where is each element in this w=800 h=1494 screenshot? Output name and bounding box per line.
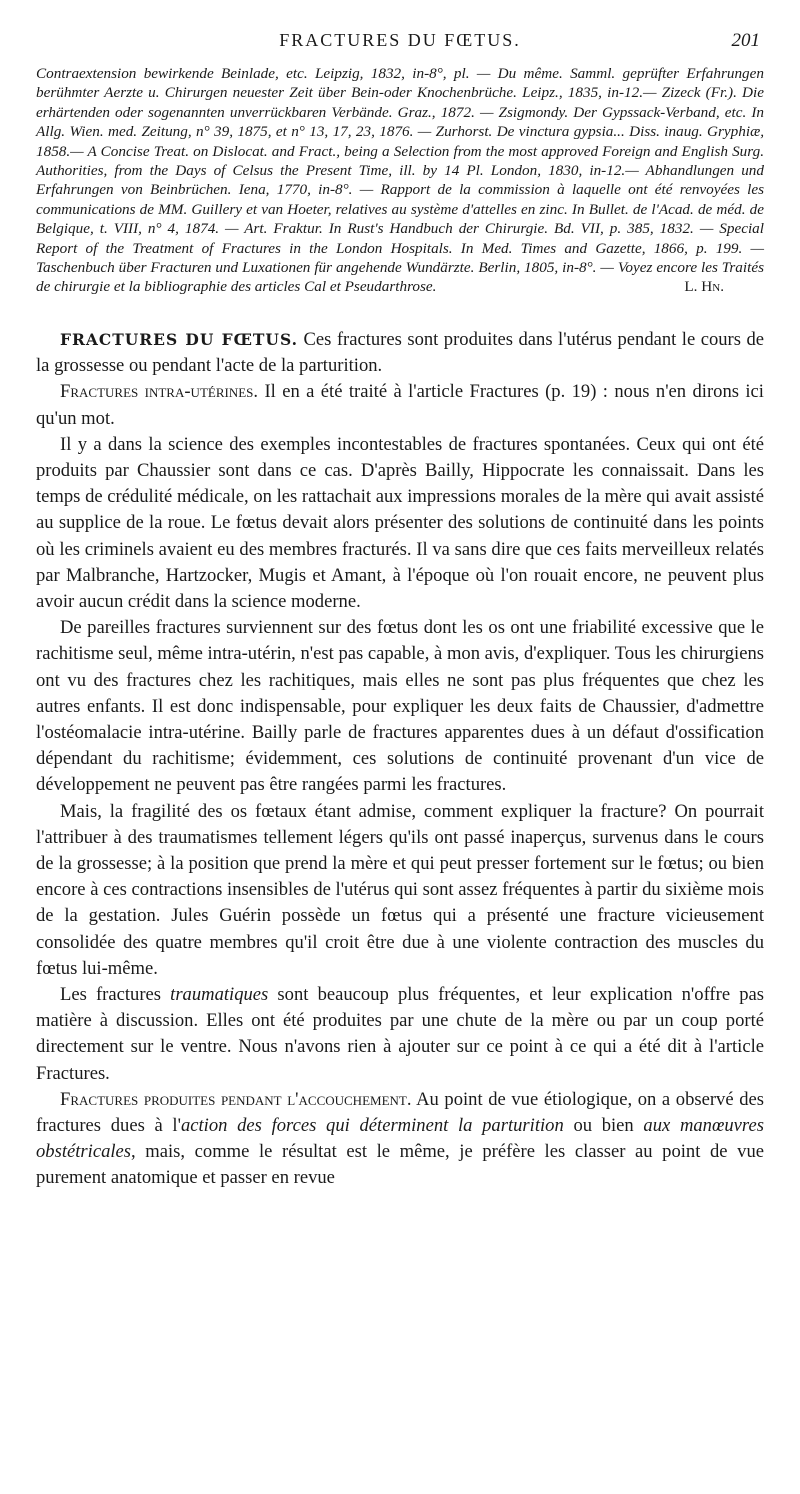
traumatic-emphasis: traumatiques: [170, 983, 269, 1005]
article-title: FRACTURES DU FŒTUS.: [60, 329, 298, 349]
paragraph-fragility: Mais, la fragilité des os fœtaux étant admise, comment expliquer la fracture? On pourrait l'attribuer à des traumatismes tellement légers qu'ils ont passé inaperçus, survenus dans le cours de la grossesse; à la position que prend la mère et qui peut presser fortement sur le fœtus; ou bien encore à ces contractions insensibles de l'utérus qui sont assez fréquentes à partir du sixième mois de la gestation. Jules Guérin possède un fœtus qui a présenté une fracture vicieusement consolidée des quatre membres qu'il croit être due à une violente contraction des muscles du fœtus lui-même.: [36, 800, 764, 979]
paragraph-traumatic: [36, 982, 764, 1087]
traumatic-text-c: sont beaucoup plus fréquentes, et leur explication n'offre pas matière à discussion. Elles ont été produites par une chute de la mère ou par un coup porté directement sur le ventre. Nous n'avons rien à ajouter sur ce point à ce qui a été dit à l'article Fractures.: [36, 983, 764, 1084]
traumatic-text-a: Les fractures: [60, 983, 171, 1005]
author-signature: L. Hn.: [684, 278, 724, 296]
paragraph-spontaneous: Il y a dans la science des exemples incontestables de fractures spontanées. Ceux qui ont été produits par Chaussier sont dans ce cas. D'après Bailly, Hippocrate les connaissait. Dans les temps de crédulité médicale, on les rattachait aux impressions morales de la mère qui avait assisté au supplice de la roue. Le fœtus devait alors présenter des solutions de continuité dans les points où les criminels avaient eu des membres fracturés. Il va sans dire que ces faits merveilleux relatés par Malbranche, Hartzocker, Mugis et Amant, à l'époque où l'on rouait encore, ne peuvent plus avoir aucun crédit dans la science moderne.: [36, 433, 765, 612]
birth-text-e: , mais, comme le résultat est le même, je préfère les classer au point de vue purement anatomique et passer en revue: [36, 1141, 764, 1189]
bibliography-text: Contraextension bewirkende Beinlade, etc. Leipzig, 1832, in-8°, pl. — Du même. Samml. geprüfter Erfahrungen berühmter Aerzte u. Chirurgen neuester Zeit über Bein-oder Knochenbrüche. Leipz., 1835, in-12.— Zizeck (Fr.). Die erhärtenden oder sogenannten unverrückbaren Verbände. Graz., 1872. — Zsigmondy. Der Gypssack-Verband, etc. In Allg. Wien. med. Zeitung, n° 39, 1875, et n° 13, 17, 23, 1876. — Zurhorst. De vinctura gypsia... Diss. inaug. Gryphiæ, 1858.— A Concise Treat. on Dislocat. and Fract., being a Selection from the most approved Foreign and English Surg. Authorities, from the Days of Celsus the Present Time, ill. by 14 Pl. London, 1830, in-12.— Abhandlungen und Erfahrungen von Beinbrüchen. Iena, 1770, in-8°. — Rapport de la commission à laquelle ont été renvoyées les communications de MM. Guillery et van Hoeter, relatives au système d'attelles en zinc. In Bullet. de l'Acad. de méd. de Belgique, t. VIII, n° 4, 1874. — Art. Fraktur. In Rust's Handbuch der Chirurgie. Bd. VII, p. 385, 1832. — Special Report of the Treatment of Fractures in the London Hospitals. In Med. Times and Gazette, 1866, p. 199. — Taschenbuch über Fracturen und Luxationen für angehende Wundärzte. Berlin, 1805, in-8°. — Voyez encore les Traités de chirurgie et la bibliographie des articles Cal et Pseudarthrose.: [36, 65, 764, 296]
section-intra-uterine: [36, 379, 764, 431]
section-text-intra-uterine: Il en a été traité à l'article Fractures (p. 19) : nous n'en dirons ici qu'un mot.: [36, 381, 764, 429]
section-heading-intra-uterine: Fractures intra-utérines.: [60, 381, 259, 403]
intro-text: Ces fractures sont produites dans l'utérus pendant le cours de la grossesse ou pendant l'acte de la parturition.: [36, 328, 764, 377]
running-head: [36, 30, 764, 64]
section-during-birth: [36, 1087, 764, 1192]
page-number: 201: [731, 30, 760, 51]
birth-text-c: ou bien: [563, 1114, 644, 1136]
birth-text-a: Au point de vue étiologique, on a observé des fractures dues à l': [36, 1088, 764, 1136]
article-intro: [36, 327, 764, 379]
article-body: [36, 327, 764, 1192]
paragraph-rachitism: De pareilles fractures surviennent sur des fœtus dont les os ont une friabilité excessive que le rachitisme seul, même intra-utérin, n'est pas capable, à mon avis, d'expliquer. Tous les chirurgiens ont vu des fractures chez les rachitiques, mais elles ne sont pas plus fréquentes que chez les autres enfants. Il est donc indispensable, pour expliquer les deux faits de Chaussier, d'admettre l'ostéomalacie intra-utérine. Bailly parle de fractures apparentes dues à un défaut d'ossification dépendant du rachitisme; évidemment, ces solutions de continuité provenant d'un vice de développement ne peuvent pas être rangées parmi les fractures.: [36, 617, 764, 796]
birth-emphasis-maneuvers: aux manœuvres obstétricales: [36, 1114, 764, 1163]
birth-emphasis-forces: action des forces qui déterminent la parturition: [180, 1114, 564, 1136]
running-title: FRACTURES DU FŒTUS.: [279, 30, 521, 50]
section-heading-during-birth: Fractures produites pendant l'accouchement.: [60, 1088, 412, 1110]
